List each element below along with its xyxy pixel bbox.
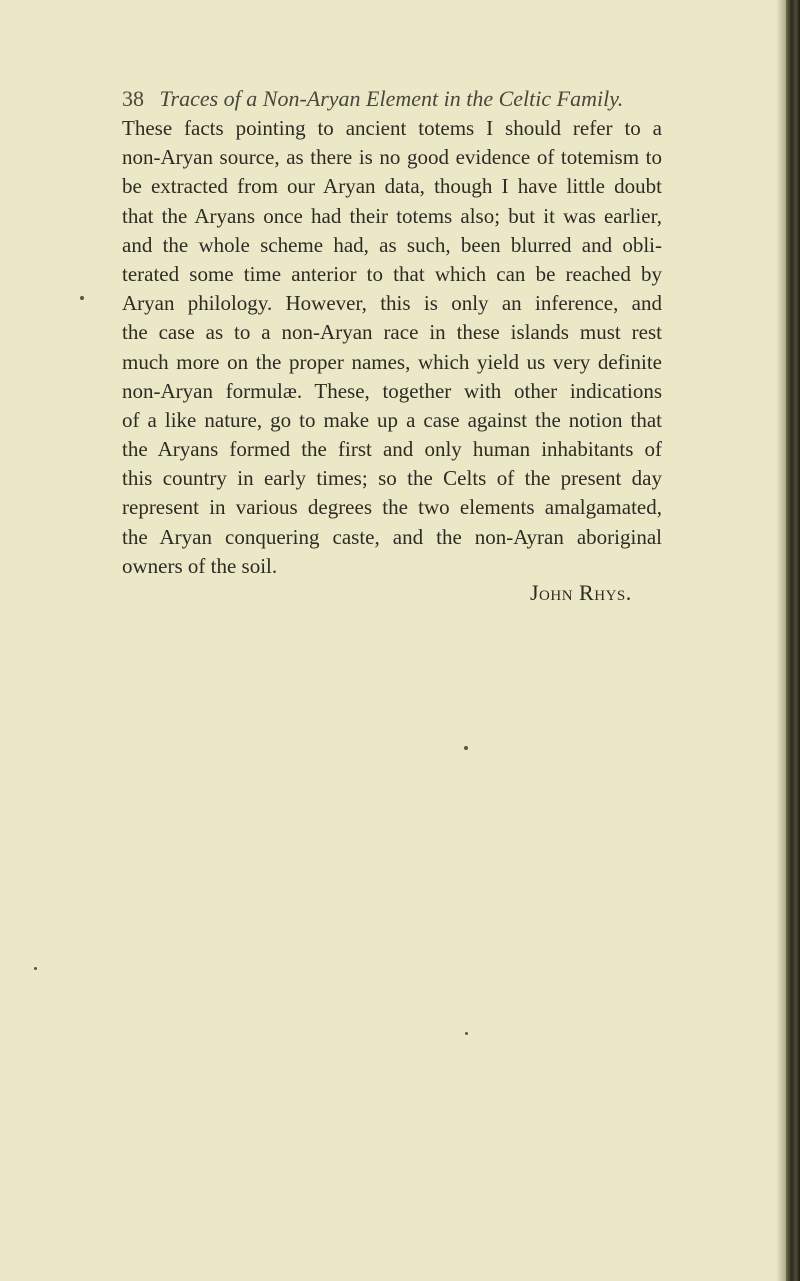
paper-speck <box>464 746 468 750</box>
text-line: non-Aryan source, as there is no good evidence of totemism to <box>122 145 662 170</box>
text-line: non-Aryan formulæ. These, together with other indications <box>122 378 662 403</box>
text-line: that the Aryans once had their totems also; but it was earlier, <box>122 203 662 228</box>
text-line: much more on the proper names, which yield us very definite <box>122 349 662 374</box>
text-line: the Aryans formed the first and only human inhabitants of <box>122 437 662 462</box>
text-line: the case as to a non-Aryan race in these islands must rest <box>122 320 662 345</box>
text-line: the Aryan conquering caste, and the non-Ayran aboriginal <box>122 524 662 549</box>
running-title: Traces of a Non-Aryan Element in the Celtic Family. <box>159 86 624 111</box>
paper-speck <box>34 967 37 970</box>
running-head <box>122 84 682 114</box>
paper-speck <box>80 296 84 300</box>
text-line: this country in early times; so the Celts of the present day <box>122 466 662 491</box>
binding-shadow <box>776 0 786 1281</box>
paper-speck <box>465 1032 468 1035</box>
text-line: Aryan philology. However, this is only an inference, and <box>122 291 662 316</box>
text-line: represent in various degrees the two elements amalgamated, <box>122 495 662 520</box>
book-binding-edge <box>786 0 800 1281</box>
author-signature: John Rhys. <box>530 580 632 605</box>
page-number: 38 <box>122 86 144 111</box>
text-line: and the whole scheme had, as such, been blurred and obli- <box>122 232 662 257</box>
text-line: owners of the soil. <box>122 553 278 578</box>
text-line: terated some time anterior to that which can be reached by <box>122 261 662 286</box>
body-paragraph <box>122 114 662 581</box>
text-line: of a like nature, go to make up a case against the notion that <box>122 407 662 432</box>
text-line: be extracted from our Aryan data, though I have little doubt <box>122 174 662 199</box>
text-line: These facts pointing to ancient totems I should refer to a <box>122 116 662 140</box>
